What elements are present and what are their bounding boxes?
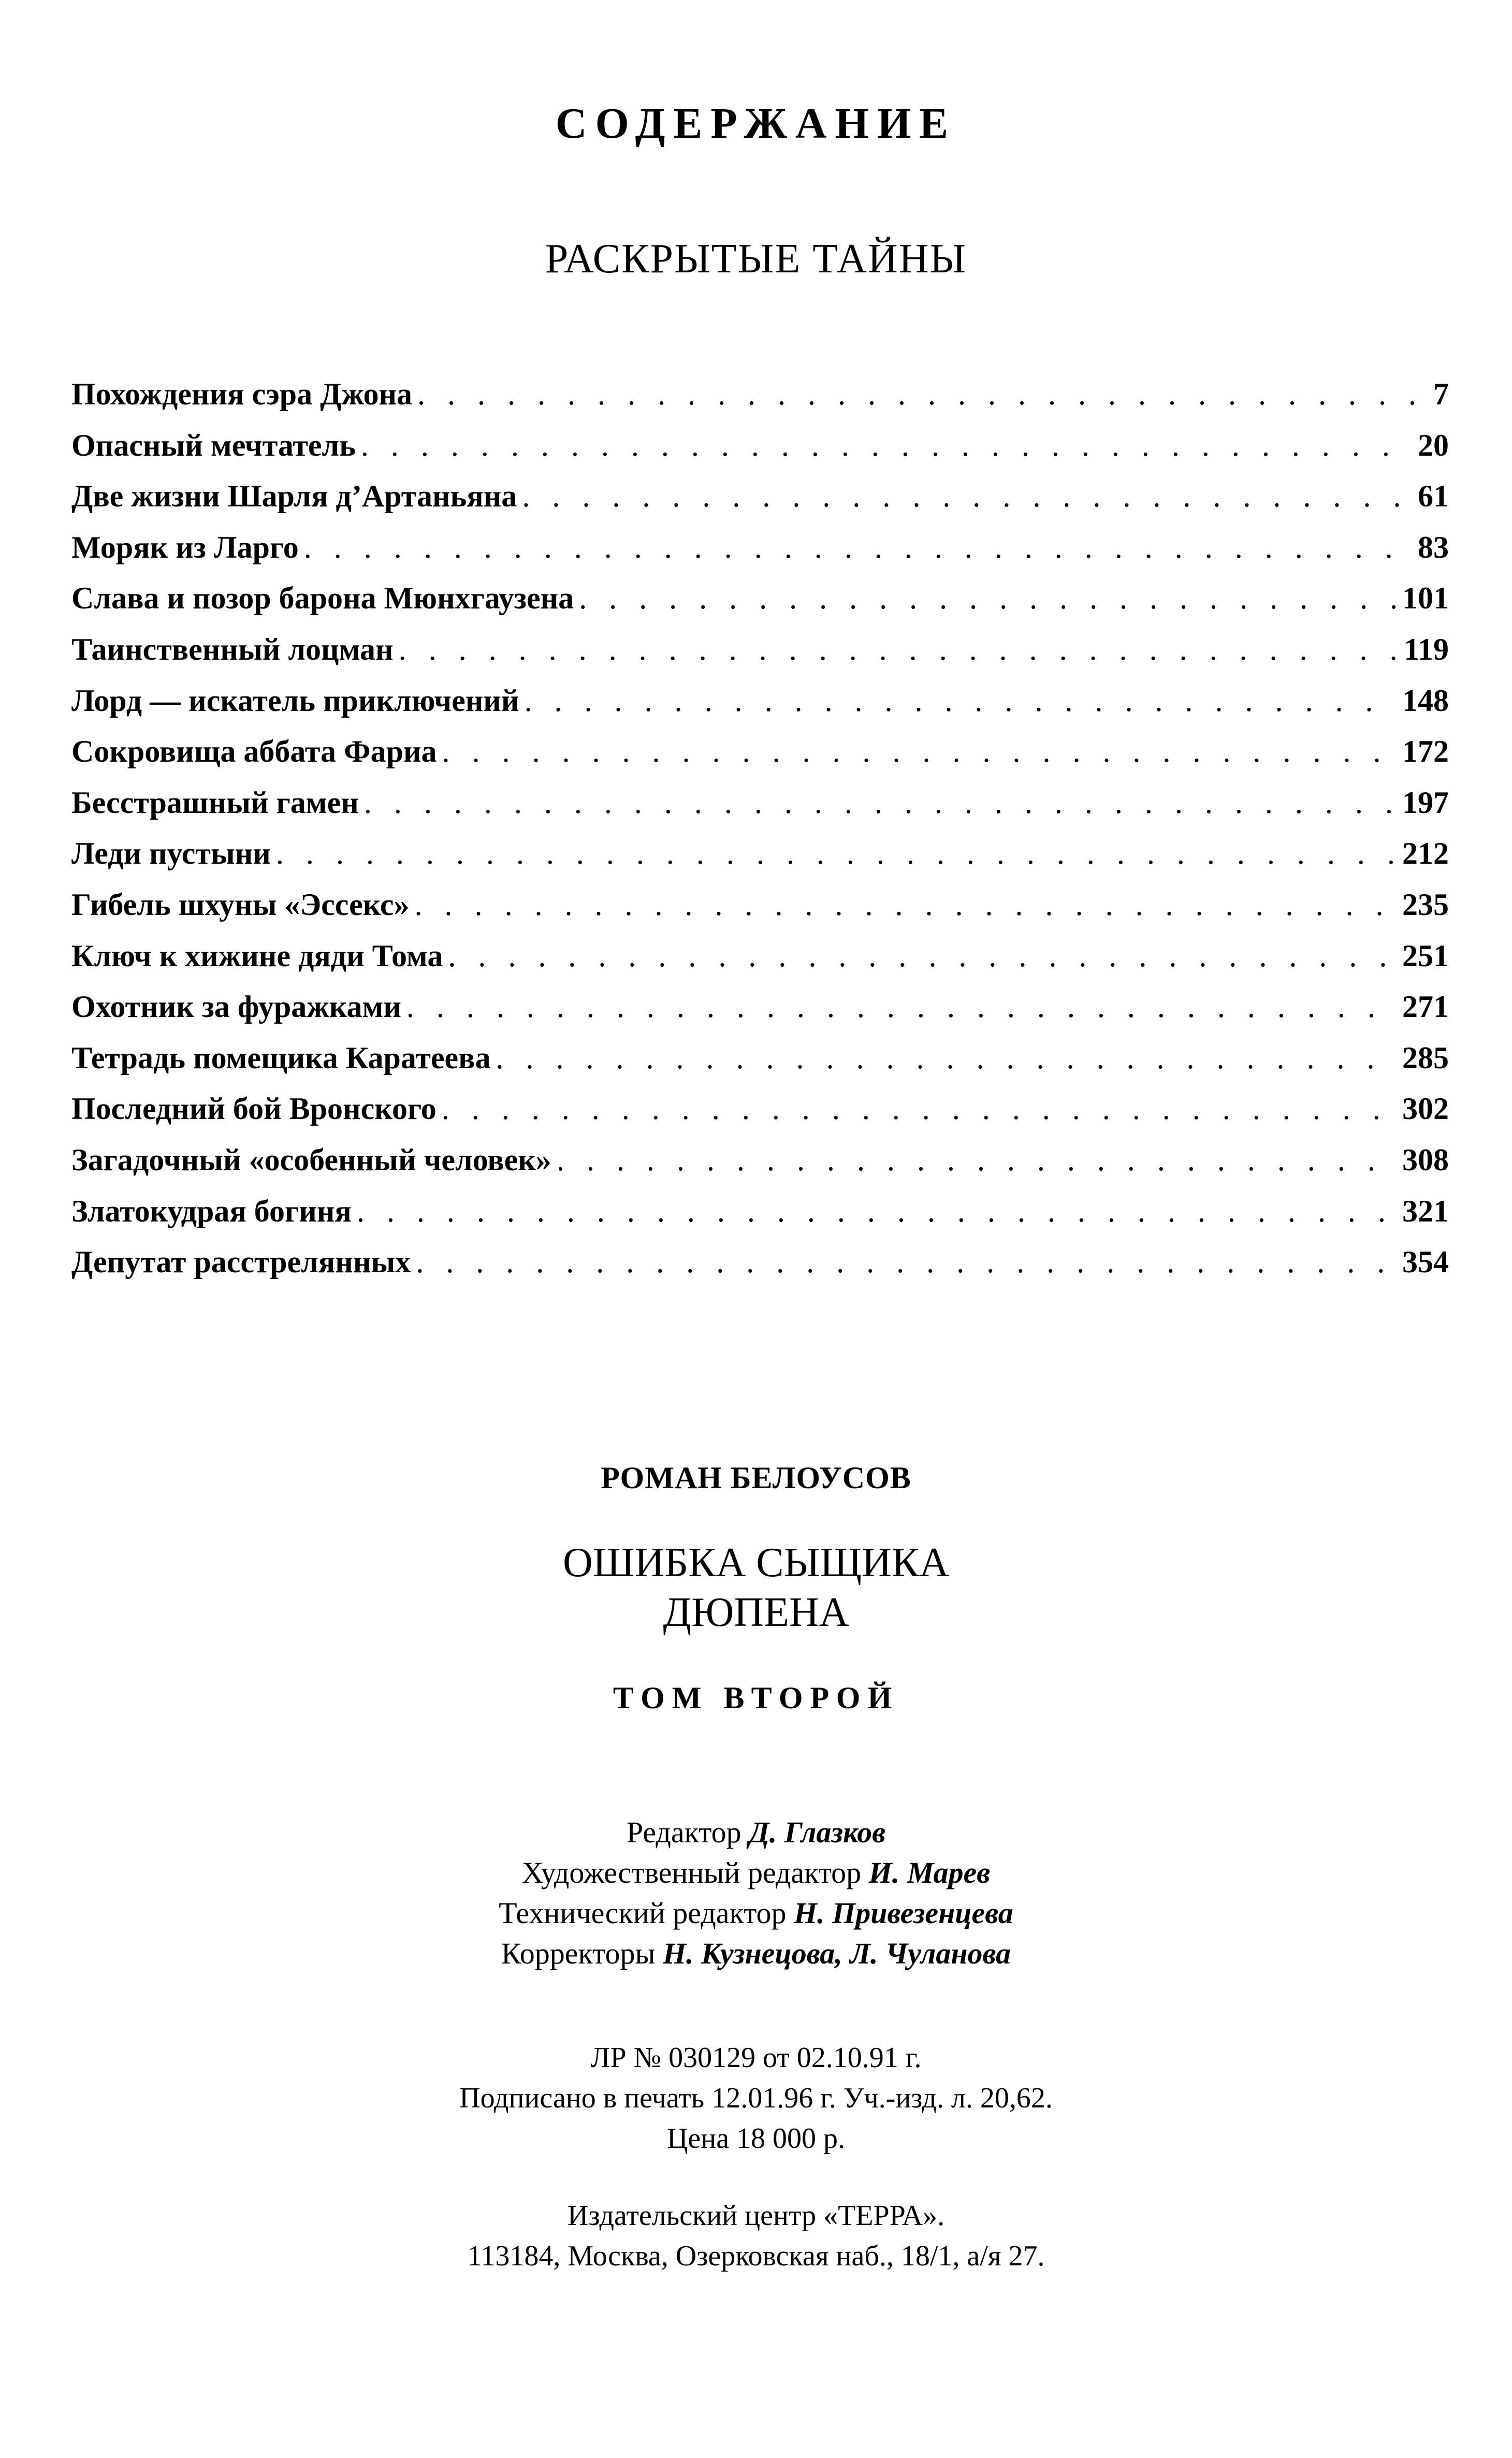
toc-entry-page: 197 [1402,785,1449,820]
toc-leader-dots [361,420,1413,471]
toc-entry-page: 251 [1402,938,1449,973]
toc-leader-dots [399,624,1399,675]
toc-entry-title: Таинственный лоцман [71,632,394,666]
signed-line: Подписано в печать 12.01.96 г. Уч.-изд. л. 20,62. [459,2082,1053,2114]
toc-entry-page: 212 [1402,836,1449,871]
toc-leader-dots [364,777,1397,828]
toc-entry-title: Похождения сэра Джона [71,377,413,411]
toc-entry [71,981,1449,1032]
page-title: СОДЕРЖАНИЕ [555,99,957,148]
toc-leader-dots [496,1032,1397,1084]
credit-name: И. Марев [868,1856,991,1889]
toc-entry [71,1083,1449,1135]
publisher-address: 113184, Москва, Озерковская наб., 18/1, а/я 27. [467,2240,1045,2272]
credit-name: Д. Глазков [749,1815,886,1849]
toc-entry-title: Депутат расстрелянных [71,1245,411,1279]
toc-entry-title: Леди пустыни [71,836,271,871]
toc-entry-page: 308 [1402,1142,1449,1177]
toc-leader-dots [557,1135,1397,1186]
license-line: ЛР № 030129 от 02.10.91 г. [590,2042,922,2074]
toc-entry [71,573,1449,624]
credits-block [0,1812,1512,1974]
toc-entry [71,420,1449,471]
table-of-contents [71,369,1449,1288]
toc-entry-page: 61 [1418,479,1449,514]
section-title: РАСКРЫТЫЕ ТАЙНЫ [545,236,967,282]
author-name: РОМАН БЕЛОУСОВ [601,1461,911,1495]
toc-entry-title: Последний бой Вронского [71,1092,437,1126]
publication-info [0,2038,1512,2159]
toc-entry-page: 101 [1402,581,1449,616]
toc-leader-dots [448,930,1397,982]
toc-entry-title: Слава и позор барона Мюнхгаузена [71,581,574,616]
toc-leader-dots [276,828,1397,879]
toc-entry-title: Златокудрая богиня [71,1194,352,1228]
toc-leader-dots [417,369,1428,420]
toc-entry-title: Две жизни Шарля д’Артаньяна [71,479,517,514]
toc-entry-page: 285 [1402,1040,1449,1075]
toc-entry-title: Загадочный «особенный человек» [71,1142,551,1177]
book-title-line: ОШИБКА СЫЩИКА [562,1540,950,1586]
toc-entry [71,930,1449,982]
toc-leader-dots [416,1237,1397,1288]
volume-label: ТОМ ВТОРОЙ [613,1681,899,1715]
toc-entry-page: 83 [1418,530,1449,564]
toc-entry-title: Бесстрашный гамен [71,785,359,820]
credit-role: Редактор [626,1815,742,1849]
toc-leader-dots [442,726,1397,777]
toc-entry [71,828,1449,879]
toc-leader-dots [579,573,1397,624]
book-title-line: ДЮПЕНА [663,1590,849,1635]
toc-entry-page: 321 [1402,1194,1449,1228]
toc-entry [71,1186,1449,1237]
toc-leader-dots [304,522,1413,573]
toc-leader-dots [524,675,1397,726]
toc-entry-page: 20 [1418,428,1449,462]
book-title [0,1538,1512,1637]
toc-entry [71,369,1449,420]
credit-line [0,1933,1512,1974]
toc-entry [71,1237,1449,1288]
toc-entry-title: Сокровища аббата Фариа [71,734,437,769]
toc-entry-title: Тетрадь помещика Каратеева [71,1040,491,1075]
toc-entry-title: Лорд — искатель приключений [71,683,519,718]
credit-role: Технический редактор [499,1896,787,1930]
toc-entry-title: Опасный мечтатель [71,428,356,462]
publisher-name: Издательский центр «ТЕРРА». [567,2200,945,2232]
toc-entry [71,522,1449,573]
toc-entry-page: 302 [1402,1092,1449,1126]
credit-line [0,1853,1512,1893]
credit-name: Н. Привезенцева [794,1896,1013,1930]
toc-entry [71,471,1449,522]
toc-entry-page: 7 [1433,377,1449,411]
toc-entry [71,1032,1449,1084]
credit-name: Н. Кузнецова, Л. Чуланова [662,1937,1011,1970]
toc-entry-page: 271 [1402,990,1449,1024]
toc-entry [71,726,1449,777]
toc-entry-title: Охотник за фуражками [71,990,401,1024]
publisher-info [0,2195,1512,2276]
toc-entry [71,624,1449,675]
toc-entry-title: Гибель шхуны «Эссекс» [71,887,410,922]
toc-entry-page: 354 [1402,1245,1449,1279]
toc-entry-page: 235 [1402,887,1449,922]
toc-entry-page: 119 [1404,632,1449,666]
toc-leader-dots [415,879,1398,930]
toc-leader-dots [442,1083,1397,1135]
toc-entry [71,879,1449,930]
toc-entry [71,777,1449,828]
credit-line [0,1893,1512,1933]
credit-line [0,1812,1512,1853]
toc-entry [71,1135,1449,1186]
toc-leader-dots [522,471,1413,522]
credit-role: Художественный редактор [521,1856,862,1889]
toc-leader-dots [357,1186,1397,1237]
price-line: Цена 18 000 р. [666,2122,846,2155]
credit-role: Корректоры [501,1937,656,1970]
toc-entry-page: 172 [1402,734,1449,769]
toc-entry-title: Ключ к хижине дяди Тома [71,938,443,973]
toc-entry-title: Моряк из Ларго [71,530,299,564]
toc-entry-page: 148 [1402,683,1449,718]
toc-leader-dots [406,981,1397,1032]
toc-entry [71,675,1449,726]
